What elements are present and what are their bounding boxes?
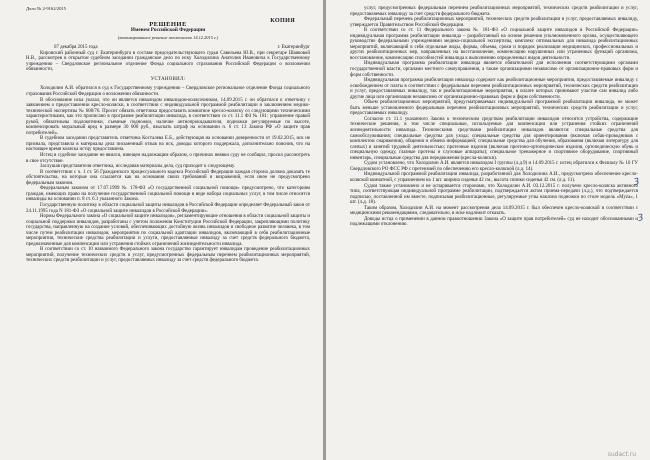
- body-paragraph: Индивидуальной программой реабилитации инвалида, разработанной для Холодилина А.И., предусмотрено обеспечение кресло-коляской комнатной, с управлением на 1 шт. ширина сиденья 42 см., высота спинки сиденья 42 см. (л.д. 11).: [350, 172, 638, 183]
- body-paragraph: В соответствии со ст. 10 названного Федерального закона государство гарантирует инвалидам проведение реабилитационных мероприятий, получение технических средств и услуг, предусмотренных федеральным перечнем реабилитационных мероприятий, технических средств реабилитации и услуг, предоставляемых инвалиду за счет средств федерального бюджета.: [26, 247, 310, 264]
- decision-date: 07 декабря 2015 года: [54, 45, 98, 51]
- established-heading: УСТАНОВИЛ:: [150, 76, 186, 82]
- handwritten-note: 3: [636, 212, 645, 224]
- body-paragraph: Заслушав представителя ответчика, исследовав материалы дела, суд приходит к следующему.: [40, 164, 236, 170]
- handwritten-note: 3: [632, 176, 641, 188]
- left-body: [26, 86, 310, 264]
- body-paragraph: В обоснование иска указал, что он является инвалидом инвалидом-колясочником, 14.09.2015 г. он обратился к ответчику с заявлением о предоставлении кресло-коляски, в соответствии с индивидуальной программой реабилитации и заключением медико-технической экспертизы № 608/76. Просит обязать ответчика предоставить комнатное кресло-коляску со следующими техническими характеристиками, как это прописано в программе реабилитации инвалида, в соответствии со ст. 11.1 ФЗ № 181: управление правой рукой, обязательны подлокотники, съемные подножки, наличие антиопрокидывателя, подножки регулируемые по высоте, компенсировать моральный вред в размере 30 000 руб., взыскать штраф на основании п. 6 ст. 13 Закона РФ «О защите прав потребителей».: [26, 97, 310, 136]
- body-paragraph: В соответствии с ч. 1 ст. 56 Гражданского процессуального кодекса Российской Федерации каждая сторона должна доказать те обстоятельства, на которые она ссылается как на основания своих требований и возражений, если иное не предусмотрено федеральным законом.: [26, 169, 310, 186]
- body-paragraph: Доводы истца о применении в данном правоотношении Закона «О защите прав потребителей» суд не находит обоснованными и подлежащими отклонению.: [350, 216, 638, 228]
- right-body: [350, 6, 638, 228]
- decision-city: г. Екатеринбург: [277, 45, 310, 51]
- copy-mark: КОПИЯ: [270, 17, 295, 24]
- intro-block: [26, 51, 310, 73]
- document-subnote: (мотивированное решение изготовлено 14.12.2015 г.): [117, 34, 219, 40]
- body-paragraph: Таким образом, Холодилин А.И. на момент рассмотрения дела 14.09.2015 г. был обеспечен кресло-коляской в соответствии с медицинскими рекомендациями, следовательно, в иске надлежит отказать.: [350, 205, 638, 217]
- body-paragraph: услуг, предусмотренных федеральным перечнем реабилитационных мероприятий, технических средств реабилитации и услуг, предоставляемых инвалиду за счет средств федерального бюджета.: [350, 6, 638, 17]
- body-paragraph: Государственную политику в области социальной защиты инвалидов в Российской Федерации определяет Федеральный закон от 24.11.1995 года N 181-ФЗ «О социальной защите инвалидов в Российской Федерации».: [26, 202, 310, 214]
- body-paragraph: Федеральный перечень реабилитационных мероприятий, технических средств реабилитации и услуг, предоставляемых инвалиду, утверждается Правительством Российской Федерации.: [350, 17, 638, 28]
- intro-paragraph: Кировский районный суд г. Екатеринбурга в составе председательствующего судьи Савельева Ю.В., при секретаре Шаяковой Н.В., рассмотрев в открытом судебном заседании гражданское дело по иску Холодилина Анатолия Ивановича к Государственному учреждению – Свердловское региональное отделение Фонда социального страхования Российской Федерации о возложении обязанности,: [26, 50, 310, 73]
- body-paragraph: В соответствии со ст. 11 Федерального закона № 181-ФЗ «О социальной защите инвалидов в Российской Федерации» индивидуальная программа реабилитации инвалида – разработанный на основе решения уполномоченного органа, осуществляющего руководство федеральными учреждениями медико-социальной экспертизы, комплекс оптимальных для инвалида реабилитационных мероприятий, включающий в себя отдельные виды, формы, объемы, сроки и порядок реализации медицинских, профессиональных и других реабилитационных мер, направленных на восстановление, компенсацию нарушенных или утраченных функций организма, восстановление, компенсацию способностей инвалида к выполнению определенных видов деятельности.: [350, 28, 638, 61]
- right-page: [326, 0, 650, 460]
- body-paragraph: В судебном заседании представитель ответчика Косталева Е.Б., действующая на основании доверенности от 19.02.2015, иск не признала, представила в материалы дела письменный отзыв на иск, доводы которого поддержала, дополнительно пояснив, что на настоящее время коляска истцу предоставлена.: [26, 136, 310, 153]
- document-title: РЕШЕНИЕ: [149, 20, 187, 28]
- body-paragraph: Судом установлено, что Холодилин А.И. является инвалидом I группы (л.д.9) и 14.09.2015 г. истец обратился к Филиалу № 10 ГУ Свердловского РО ФСС РФ с претензией по обеспечению его кресло-коляской (л.д. 14).: [350, 161, 638, 172]
- body-paragraph: Индивидуальная программа реабилитации инвалида содержит как реабилитационные мероприятия, предоставляемые инвалиду с освобождением от платы в соответствии с федеральным перечнем реабилитационных мероприятий, технических средств реабилитации и услуг, предоставляемых инвалиду, так и реабилитационные мероприятия, в оплате которых принимают участие сам инвалид либо другие лица или организации независимо от организационно-правовых форм и форм собственности.: [350, 78, 638, 100]
- case-number: Дело № 2-9162/2015: [26, 6, 66, 11]
- body-paragraph: Индивидуальная программа реабилитации инвалида является обязательной для исполнения соответствующими органами государственной власти, органами местного самоуправления, а также организациями независимо от организационно-правовых форм и форм собственности.: [350, 61, 638, 78]
- document-subtitle: Именем Российской Федерации: [130, 27, 206, 34]
- body-paragraph: Судом также установлено и не оспаривается сторонами, что Холодилин А.И. 03.12.2015 г. получено кресло-коляска активного типа, соответствующая индивидуальной программе реабилитации, подтверждается актом приема-передачи (л.д.), что подтверждается подписью, поставленной им вместе, подписывая реабилитационные, регулируемые углы наклона подножки по столе модель «Mуza», 1 шт. (л.д. 18).: [350, 183, 638, 206]
- body-paragraph: Истец в судебное заседание не явился, извещен надлежащим образом, о причинах неявки суду не сообщил, просил рассмотреть в свое отсутствие.: [26, 153, 310, 164]
- body-paragraph: Федеральным законом от 17.07.1999 № 178-ФЗ «О государственной социальной помощи» предусмотрено, что категориям граждан, имеющих право на получение государственной социальной помощи в виде набора социальных услуг, в том числе относятся инвалиды на основании п. 8 ст. 6.1 указанного Закона.: [26, 186, 310, 203]
- body-paragraph: Объем реабилитационных мероприятий, предусматриваемых индивидуальной программой реабилитации инвалида, не может быть меньше установленного федеральным перечнем реабилитационных мероприятий, технических средств реабилитации и услуг, предоставляемых инвалиду.: [350, 100, 638, 117]
- watermark: sudact.ru: [607, 451, 636, 459]
- body-paragraph: Нормы Федерального закона «О социальной защите инвалидов», регламентирующие отношения в области социальной защиты и социальной поддержки инвалидов, разработаны с учетом положения Конституции Российской Федерации, закрепляющими политику государства, направленную на создание условий, обеспечивающих достойную жизнь инвалидов и свободное развитие человека, в том числе путем реабилитации инвалидов, мероприятия по социальной адаптации инвалидов, включающий в себя реабилитационные мероприятия, технические средства реабилитации и услуги, предоставляемые инвалиду за счет средств федерального бюджета, предназначенные для компенсации или устранения стойких ограничений жизнедеятельности инвалида.: [26, 214, 310, 247]
- body-paragraph: Холодилин А.И. обратился в суд к Государственному учреждению – Свердловское региональное отделение Фонда социального страхования Российской Федерации о возложении обязанности.: [26, 86, 310, 98]
- body-paragraph: Согласно ст. 11.1 указанного Закона к техническим средствам реабилитации инвалидов относятся устройства, содержащие технические решения, в том числе специальные, используемые для компенсации или устранения стойких ограничений жизнедеятельности инвалида. Техническими средствами реабилитации инвалидов являются: специальные средства для самообслуживания; специальные средства для ухода; специальные средства для ориентирования (включая собак-проводников с комплектом снаряжения), общения и обмена информацией; специальные средства для обучения, образования (включая литературу для слепых) и занятий трудовой деятельностью; протезные изделия (включая протезно-ортопедические изделия, ортопедическую обувь и специальную одежду, глазные протезы и слуховые аппараты); специальное тренажерное и спортивное оборудование, спортивный инвентарь, специальные средства для передвижения (кресла-коляски).: [350, 116, 638, 161]
- left-page: [0, 0, 323, 460]
